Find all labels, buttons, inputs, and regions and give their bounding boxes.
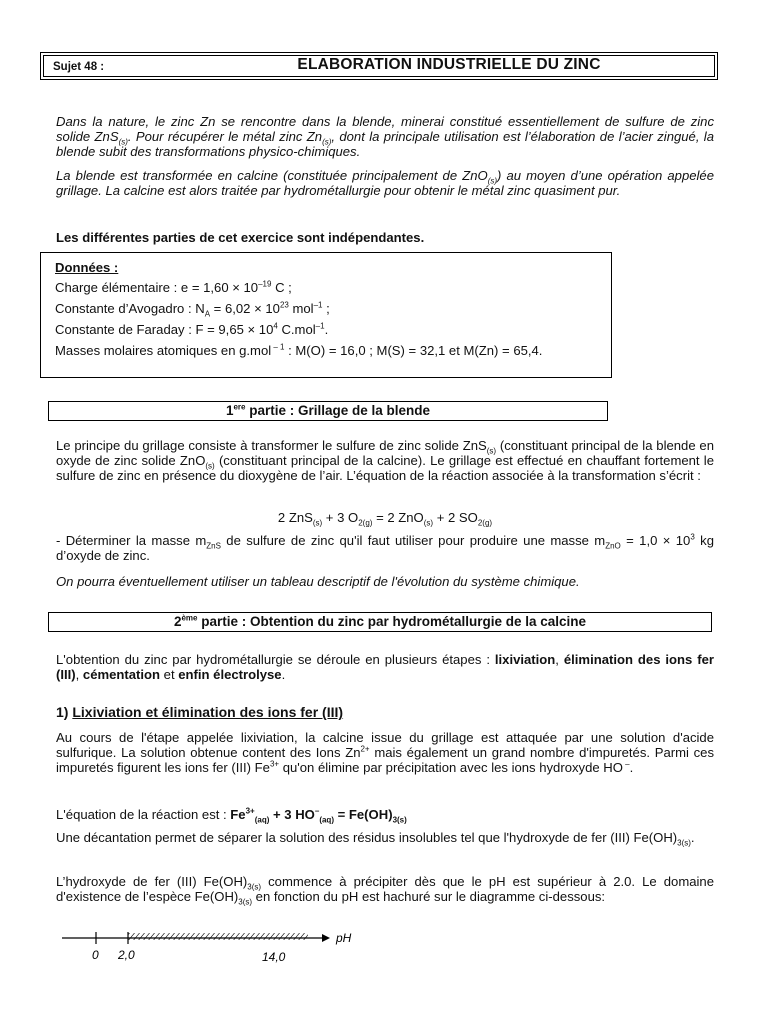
lixiviation-paragraph: Au cours de l'étape appelée lixiviation, la calcine issue du grillage est attaquée par une solution d'acide sulfurique. La solution obtenue content des Ions $Zn^{2+}$ mais également un grand nombre d'impuretés. Parmi ces impuretés figurent les ions fer (III) $Fe^{3+}$ qu'on élimine par précipitation avec les ions hydroxyde HO –.: [56, 730, 714, 775]
part1-question: - Déterminer la masse $m_{ZnS}$ de sulfure de zinc qu'il faut utiliser pour produire une masse $m_{ZnO} = 1,0 \times 10^3$ kg d’oxyde de zinc.: [56, 532, 714, 563]
subject-header: [40, 52, 718, 80]
subsection-1-heading: 1) Lixiviation et élimination des ions fer (III): [56, 704, 344, 720]
iron-equation: L'équation de la réaction est : $Fe^{3+}_{(aq)} + 3$ $HO^-_{(aq)} = Fe(OH)_{3(s)}$: [56, 806, 407, 825]
data-elementary-charge: Charge élémentaire : $e = 1,60 \times 10^{-19}$ C ;: [55, 279, 292, 295]
independence-note: Les différentes parties de cet exercice sont indépendantes.: [56, 230, 425, 245]
ph-tick-label-2: 2,0: [118, 948, 135, 962]
part2-intro: L'obtention du zinc par hydrométallurgie se déroule en plusieurs étapes : lixiviation, élimination des ions fer (III), cémentation et enfin électrolyse.: [56, 652, 714, 682]
subject-title: ELABORATION INDUSTRIELLE DU ZINC: [297, 56, 601, 73]
ph-tick-label-0: 0: [92, 948, 99, 962]
subject-header-inner: [43, 55, 715, 77]
data-molar-masses: Masses molaires atomiques en g.mol $^{- 1}$ : M(O) = 16,0 ; M(S) = 32,1 et M(Zn) = 65,4.: [55, 342, 543, 358]
ph-tick-label-14: 14,0: [262, 950, 286, 964]
data-title: Données :: [55, 260, 119, 275]
ph-hatched-domain: [128, 933, 308, 940]
part1-equation: 2 ZnS$_{(s)}$ + 3 $O_{2(g)} = 2$ ZnO$_{(s)}$ + 2 $SO_{2(g)}$: [277, 510, 493, 528]
part1-paragraph: Le principe du grillage consiste à transformer le sulfure de zinc solide ZnS$_{(s)}$ (constituant principal de la blende en oxyde de zinc solide ZnO$_{(s)}$ (constituant principal de la calcine). Le grillage est effectué en chauffant fortement le sulfure de zinc en présence du dioxygène de l’air. L’équation de la réaction associée à la transformation s’écrit :: [56, 438, 714, 483]
ph-axis-arrow-icon: [322, 934, 330, 942]
ph-diagram: [0, 920, 768, 970]
part1-heading: 1ere partie : Grillage de la blende: [48, 401, 608, 421]
precipitation-paragraph: L’hydroxyde de fer (III) $Fe(OH)_{3(s)}$ commence à précipiter dès que le pH est supérieur à 2.0. Le domaine d'existence de l’espèce $Fe(OH)_{3(s)}$ en fonction du pH est hachuré sur le diagramme ci-dessous:: [56, 874, 714, 907]
part1-hint: On pourra éventuellement utiliser un tableau descriptif de l'évolution du système chimique.: [56, 574, 580, 589]
decantation-paragraph: Une décantation permet de séparer la solution des résidus insolubles tel que l'hydroxyde de fer (III) $Fe(OH)_{3(s)}$.: [56, 830, 695, 848]
intro-paragraph-1: Dans la nature, le zinc Zn se rencontre dans la blende, minerai constitué essentiellement de sulfure de zinc solide ZnS$_{(s)}$. Pour récupérer le métal zinc $Zn_{(s)}$, dont la principale utilisation est l’élaboration de l’acier zingué, la blende subit des transformations physico-chimiques.: [56, 114, 714, 159]
data-avogadro: Constante d’Avogadro : $N_A = 6,02 \times 10^{23}$ mol$^{-1}$ ;: [55, 300, 330, 319]
intro-paragraph-2: La blende est transformée en calcine (constituée principalement de ZnO$_{(s)}$) au moyen d’une opération appelée grillage. La calcine est alors traitée par hydrométallurgie pour obtenir le métal zinc quasiment pur.: [56, 168, 714, 198]
part2-heading: 2ème partie : Obtention du zinc par hydrométallurgie de la calcine: [48, 612, 712, 632]
data-faraday: Constante de Faraday : $F = 9,65 \times 10^4$ C.mol$^{-1}$.: [55, 321, 329, 337]
data-box: [40, 252, 612, 378]
subject-number: Sujet 48 :: [53, 61, 105, 73]
ph-axis-label: pH: [336, 931, 352, 945]
